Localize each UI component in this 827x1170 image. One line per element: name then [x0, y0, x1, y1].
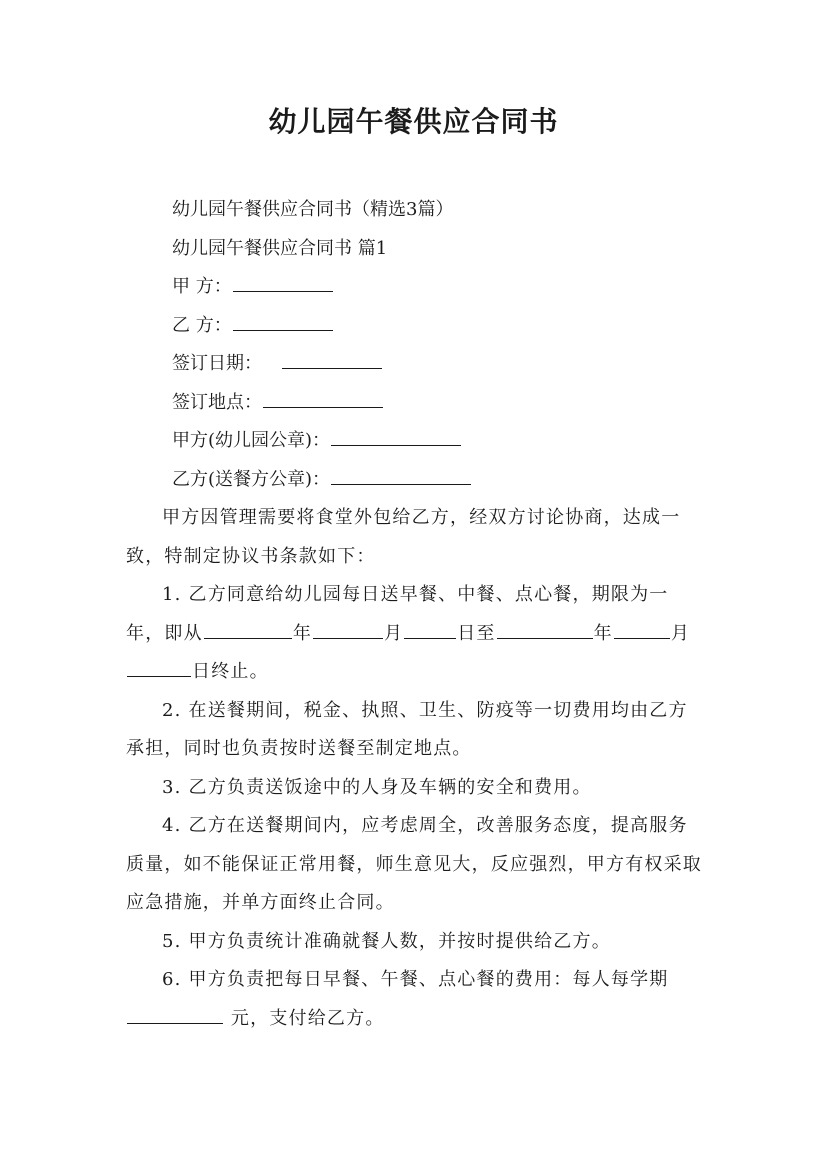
- sign-place-blank: [263, 385, 383, 408]
- party-a-blank: [233, 269, 333, 292]
- seal-b-label: 乙方(送餐方公章)：: [172, 468, 331, 490]
- clause-6-tail: 元，支付给乙方。: [230, 1007, 385, 1029]
- end-year-blank: [497, 616, 593, 639]
- seal-a-label: 甲方(幼儿园公章)：: [172, 430, 331, 451]
- clause-3: 3. 乙方负责送饭途中的人身及车辆的安全和费用。: [162, 776, 592, 798]
- end-month-blank: [614, 616, 670, 639]
- party-b-line: [126, 307, 704, 346]
- fee-blank: [127, 1001, 223, 1024]
- sign-date-label: 签订日期：: [172, 353, 262, 374]
- subtitle: 幼儿园午餐供应合同书（精选3篇）: [172, 199, 454, 220]
- start-month-blank: [313, 616, 383, 639]
- seal-a-line: [126, 422, 704, 461]
- party-b-label: 乙 方：: [172, 314, 232, 336]
- party-a-label: 甲 方：: [172, 276, 232, 297]
- clause-1-text: 1. 乙方同意给幼儿园每日送早餐、中餐、点心餐，期限为一年，即从: [126, 584, 669, 644]
- sign-date-line: [126, 345, 704, 384]
- seal-b-line: [126, 461, 704, 500]
- start-year-unit: 年: [292, 622, 313, 644]
- start-month-unit: 月: [384, 622, 404, 644]
- seal-b-blank: [331, 462, 471, 485]
- clause-6-text: 6. 甲方负责把每日早餐、午餐、点心餐的费用：每人每学期: [162, 969, 669, 990]
- sign-place-label: 签订地点：: [172, 391, 262, 413]
- chapter-heading: 幼儿园午餐供应合同书 篇1: [172, 237, 388, 259]
- document-body: [126, 191, 704, 1038]
- sign-date-blank: [282, 346, 382, 369]
- seal-a-blank: [331, 423, 461, 446]
- start-year-blank: [204, 616, 292, 639]
- start-day-blank: [404, 616, 456, 639]
- party-a-line: [126, 268, 704, 307]
- intro-paragraph: 甲方因管理需要将食堂外包给乙方，经双方讨论协商，达成一致，特制定协议书条款如下：: [126, 507, 681, 567]
- end-day-unit: 日终止。: [192, 661, 269, 682]
- start-day-unit: 日至: [457, 622, 496, 644]
- sign-place-line: [126, 384, 704, 423]
- end-month-unit: 月: [670, 622, 691, 644]
- party-b-blank: [233, 308, 333, 331]
- clause-5: 5. 甲方负责统计准确就餐人数，并按时提供给乙方。: [162, 930, 611, 952]
- end-day-blank: [127, 654, 191, 677]
- clause-4: 4. 乙方在送餐期间内，应考虑周全，改善服务态度，提高服务质量，如不能保证正常用餐，师生意见大，反应强烈，甲方有权采取应急措施，并单方面终止合同。: [126, 815, 702, 913]
- clause-6: [126, 961, 704, 1038]
- clause-1: [126, 576, 704, 692]
- clause-2: 2. 在送餐期间，税金、执照、卫生、防疫等一切费用均由乙方承担，同时也负责按时送餐至制定地点。: [126, 699, 688, 759]
- end-year-unit: 年: [593, 622, 613, 644]
- document-title: 幼儿园午餐供应合同书: [268, 105, 559, 138]
